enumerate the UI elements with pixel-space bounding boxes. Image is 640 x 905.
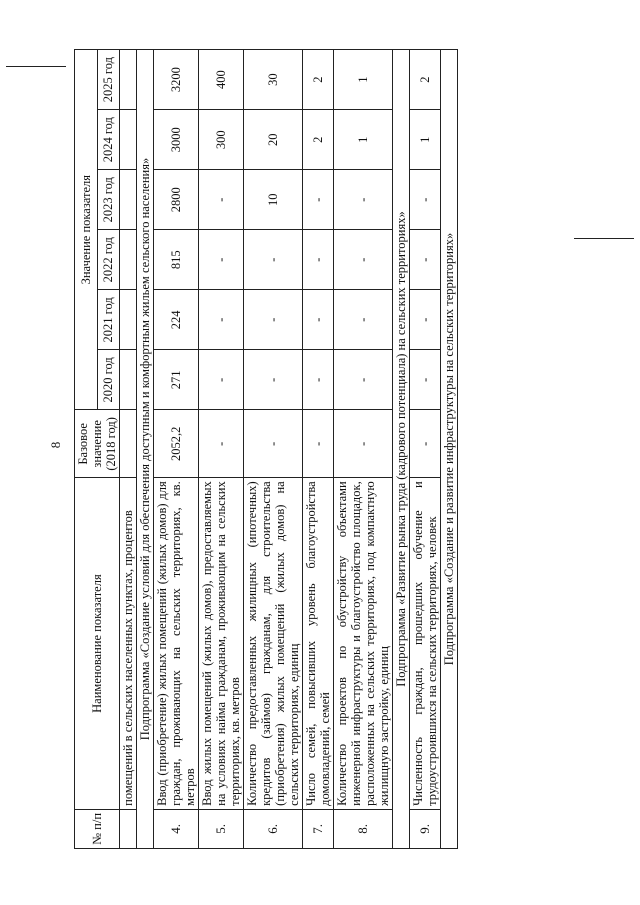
scan-artifact bbox=[6, 66, 66, 67]
col-base-header: Базовое значение (2018 год) bbox=[75, 410, 120, 478]
row-value: 2 bbox=[303, 50, 334, 110]
row-value: - bbox=[334, 230, 393, 290]
row-num: 8. bbox=[334, 809, 393, 848]
row-value: 271 bbox=[154, 350, 199, 410]
row-value: - bbox=[410, 230, 441, 290]
row-name: Ввод жилых помещений (жилых домов), предоставляемых на условиях найма гражданам, проживающим на сельских территориях, кв. метров bbox=[199, 478, 244, 810]
row-value: 2 bbox=[410, 50, 441, 110]
row-num bbox=[120, 809, 137, 848]
table-row-continuation bbox=[120, 50, 137, 849]
row-value: 1 bbox=[334, 50, 393, 110]
row-value: - bbox=[334, 350, 393, 410]
table-header-row bbox=[75, 50, 98, 849]
row-base: - bbox=[334, 410, 393, 478]
indicators-table bbox=[74, 49, 458, 849]
row-value: 1 bbox=[410, 110, 441, 170]
row-value: - bbox=[199, 170, 244, 230]
year-header: 2022 год bbox=[97, 230, 120, 290]
row-value: - bbox=[199, 350, 244, 410]
row-name: Ввод (приобретение) жилых помещений (жилых домов) для граждан, проживающих на сельских территориях, кв. метров bbox=[154, 478, 199, 810]
row-value: - bbox=[334, 170, 393, 230]
row-value: 300 bbox=[199, 110, 244, 170]
row-value: - bbox=[303, 290, 334, 350]
row-value: - bbox=[244, 290, 303, 350]
row-value: 815 bbox=[154, 230, 199, 290]
table-region bbox=[74, 49, 640, 845]
year-header: 2024 год bbox=[97, 110, 120, 170]
year-header: 2023 год bbox=[97, 170, 120, 230]
row-base: - bbox=[303, 410, 334, 478]
year-header: 2021 год bbox=[97, 290, 120, 350]
year-header: 2025 год bbox=[97, 50, 120, 110]
row-base bbox=[120, 410, 137, 478]
row-value: - bbox=[303, 170, 334, 230]
row-value: 224 bbox=[154, 290, 199, 350]
row-num: 5. bbox=[199, 809, 244, 848]
table-row bbox=[410, 50, 441, 849]
row-value: - bbox=[334, 290, 393, 350]
row-value: - bbox=[199, 290, 244, 350]
row-value: 1 bbox=[334, 110, 393, 170]
row-num: 9. bbox=[410, 809, 441, 848]
row-base: 2052,2 bbox=[154, 410, 199, 478]
subprogram-row bbox=[137, 50, 154, 849]
row-value: - bbox=[303, 350, 334, 410]
row-value: 20 bbox=[244, 110, 303, 170]
row-value: - bbox=[303, 230, 334, 290]
row-name: помещений в сельских населенных пунктах, процентов bbox=[120, 478, 137, 810]
col-num-header: № п/п bbox=[75, 809, 120, 848]
row-base: - bbox=[244, 410, 303, 478]
row-value: 30 bbox=[244, 50, 303, 110]
row-value: - bbox=[199, 230, 244, 290]
row-value: - bbox=[410, 170, 441, 230]
table-row bbox=[199, 50, 244, 849]
row-value: - bbox=[244, 350, 303, 410]
row-value: 2800 bbox=[154, 170, 199, 230]
table-row bbox=[303, 50, 334, 849]
row-value: - bbox=[410, 290, 441, 350]
row-num: 7. bbox=[303, 809, 334, 848]
subprogram-row bbox=[441, 50, 458, 849]
row-value: - bbox=[244, 230, 303, 290]
table-row bbox=[334, 50, 393, 849]
table-row bbox=[154, 50, 199, 849]
page-number: 8 bbox=[48, 441, 63, 449]
row-name: Число семей, повысивших уровень благоустройства домовладений, семей bbox=[303, 478, 334, 810]
row-base: - bbox=[410, 410, 441, 478]
row-value: 2 bbox=[303, 110, 334, 170]
row-value: 400 bbox=[199, 50, 244, 110]
row-base: - bbox=[199, 410, 244, 478]
row-num: 6. bbox=[244, 809, 303, 848]
row-name: Численность граждан, прошедших обучение и трудоустроившихся на сельских территориях, человек bbox=[410, 478, 441, 810]
row-value: 10 bbox=[244, 170, 303, 230]
year-header: 2020 год bbox=[97, 350, 120, 410]
row-value: - bbox=[410, 350, 441, 410]
row-name: Количество проектов по обустройству объектами инженерной инфраструктуры и благоустройство площадок, расположенных на сельских территориях, под компактную жилищную застройку, единиц bbox=[334, 478, 393, 810]
col-name-header: Наименование показателя bbox=[75, 478, 120, 810]
subprogram-title: Подпрограмма «Создание и развитие инфраструктуры на сельских территориях» bbox=[441, 50, 458, 849]
subprogram-row bbox=[393, 50, 410, 849]
row-value: 3000 bbox=[154, 110, 199, 170]
row-name: Количество предоставленных жилищных (ипотечных) кредитов (займов) гражданам, для строительства (приобретения) жилых помещений (жилых домов) на сельских территориях, единиц bbox=[244, 478, 303, 810]
row-num: 4. bbox=[154, 809, 199, 848]
table-row bbox=[244, 50, 303, 849]
row-value: 3200 bbox=[154, 50, 199, 110]
col-values-group-header: Значение показателя bbox=[75, 50, 98, 410]
subprogram-title: Подпрограмма «Создание условий для обеспечения доступным и комфортным жильем сельского населения» bbox=[137, 50, 154, 849]
subprogram-title: Подпрограмма «Развитие рынка труда (кадрового потенциала) на сельских территориях» bbox=[393, 50, 410, 849]
